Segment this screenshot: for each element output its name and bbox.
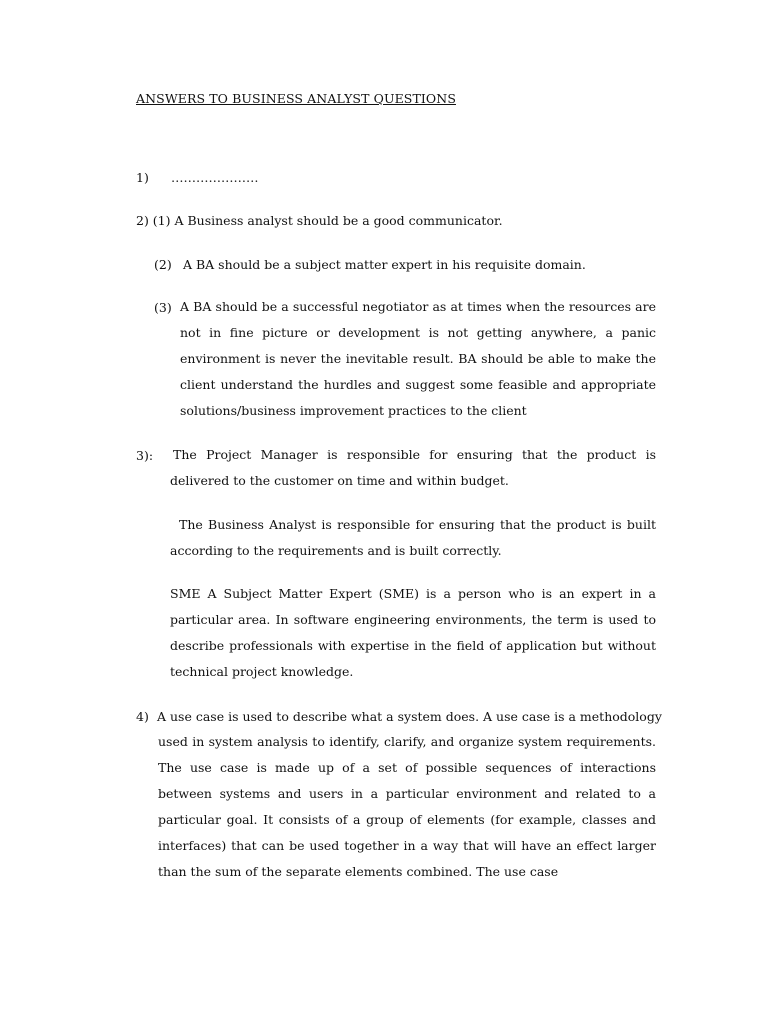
q1-number: 1)	[136, 170, 149, 185]
q4-number: 4)	[136, 709, 149, 724]
q4-lead-line: A use case is used to describe what a system does. A use case is a methodology	[157, 709, 662, 724]
q1-answer: …………………	[171, 170, 259, 185]
q3-project-manager: The Project Manager is responsible for ensuring that the product is delivered to the customer on time and within budget.	[170, 447, 656, 488]
q2-point-2-text: A BA should be a subject matter expert in his requisite domain.	[183, 257, 586, 272]
q4-text: used in system analysis to identify, clarify, and organize system requirements. The use case is made up of a set of possible sequences of interactions between systems and users in a particular environment and related to a particular goal. It consists of a group of elements (for example, classes and interfaces) that can be used together in a way that will have an effect larger than the sum of the separate elements combined. The use case	[158, 734, 656, 879]
q2-point-3-number: (3)	[154, 300, 172, 315]
q3-sme: SME A Subject Matter Expert (SME) is a person who is an expert in a particular area. In software engineering environments, the term is used to describe professionals with expertise in the field of application but without technical project knowledge.	[170, 586, 656, 679]
q2-point-1: 2) (1) A Business analyst should be a good communicator.	[136, 213, 503, 228]
document-title: ANSWERS TO BUSINESS ANALYST QUESTIONS	[136, 91, 456, 106]
q2-point-2-number: (2)	[154, 257, 172, 272]
q3-business-analyst: The Business Analyst is responsible for ensuring that the product is built according to the requirements and is built correctly.	[170, 517, 656, 558]
q2-point-3-text: A BA should be a successful negotiator as at times when the resources are not in fine picture or development is not getting anywhere, a panic environment is never the inevitable result. BA should be able to make the client understand the hurdles and suggest some feasible and appropriate solutions/business improvement practices to the client	[180, 299, 656, 418]
q3-number: 3):	[136, 448, 154, 463]
